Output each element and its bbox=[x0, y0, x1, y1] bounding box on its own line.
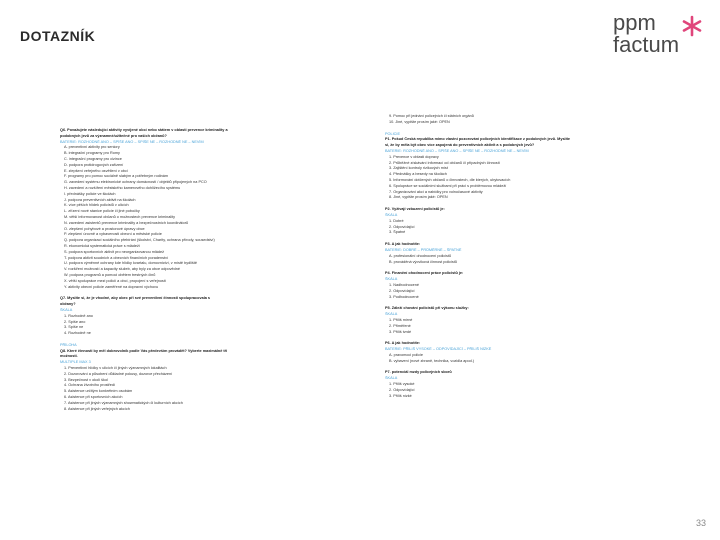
answer-option: 4. Ochrana životního prostředí bbox=[64, 383, 116, 388]
answer-option: O. zlepšení pohybové a prostorové úpravy obce bbox=[64, 226, 145, 231]
answer-option: F. programy pro pomoc sociálně slabým a potřebným rodinám bbox=[64, 174, 169, 179]
answer-option: Q. podpora organizací sociálního přebírání (školství, Charity, ochrana přírody, sousedství) bbox=[64, 238, 215, 243]
question-text: si, že by měla být obec více zapojená do preventivních aktivit a s podobných jevů? bbox=[385, 143, 535, 148]
answer-option: 1. Preventivní hlídky v ulicích či jiných významných lokalitách bbox=[64, 366, 167, 371]
scale-label: POLICIE bbox=[385, 131, 400, 136]
answer-option: Y. aktivity obecní policie zaměřené na dopravní výchovu bbox=[64, 284, 159, 289]
asterisk-logo-icon bbox=[681, 15, 703, 37]
scale-label: BATERIE: DOBRÉ – PRŮMĚRNÉ – ŠPATNÉ bbox=[385, 247, 462, 252]
answer-option: 1. Příliš mírné bbox=[389, 317, 413, 322]
answer-option: A. profesionální ohodnocení policistů bbox=[389, 253, 452, 258]
scale-label: MULTIPLE MAX 3 bbox=[60, 360, 91, 365]
answer-option: 7. Asistence při jiných významných showmatických či kulturních akcích bbox=[64, 400, 183, 405]
answer-option: 7. Organizování akcí a nabídky pro volnočasové aktivity bbox=[389, 189, 483, 194]
answer-option: 3. Spíše ne bbox=[64, 325, 84, 330]
answer-option: 1. Nadhodnocené bbox=[389, 282, 419, 287]
answer-option: J. podpora preventivních aktivit na školách bbox=[64, 197, 136, 202]
page-number: 33 bbox=[695, 518, 706, 528]
answer-option: 4. Rozhodně ne bbox=[64, 331, 91, 336]
question-text: P6. A jak hodnotíte: bbox=[385, 341, 421, 346]
question-text: občany? bbox=[60, 302, 76, 307]
answer-option: 6. Asistence při sportovních akcích bbox=[64, 395, 123, 400]
answer-option: T. podpora aktivit soudních a obecních finančních poradenství bbox=[64, 255, 169, 260]
scale-label: ŠKÁLA bbox=[60, 307, 73, 312]
answer-option: L. zřízení nové stanice policie či jiné pobočky bbox=[64, 209, 140, 214]
scale-label: ŠKÁLA bbox=[385, 212, 398, 217]
answer-option: 2. Odpovídající bbox=[389, 387, 415, 392]
answer-option: B. vybavení (nové zbraně, technika, vozidla apod.) bbox=[389, 358, 475, 363]
page-title: DOTAZNÍK bbox=[20, 28, 96, 44]
answer-option: X. větší spolupráce mezi policií a obcí, propojení s veřejností bbox=[64, 278, 166, 283]
scale-label: ŠKÁLA bbox=[385, 312, 398, 317]
scale-label: ŠKÁLA bbox=[385, 277, 398, 282]
answer-option: 8. Jiné, vypište prosím jaké: OPEN bbox=[389, 195, 448, 200]
answer-option: 8. Asistence při jiných veřejných akcích bbox=[64, 406, 130, 411]
scale-label: BATERIE: PŘÍLIŠ VYSOKÉ – ODPOVÍDAJÍCÍ – PŘÍLIŠ NÍZKÉ bbox=[385, 347, 492, 352]
answer-option: R. ekonomická systematická práce s mládeží bbox=[64, 243, 140, 248]
question-text: P5. Záleží chování policistů při výkonu služby: bbox=[385, 306, 469, 311]
answer-option: W. podpora programů a pomoci obětem trestných činů bbox=[64, 272, 156, 277]
answer-option: K. více pěších hlídek policistů v ulicích bbox=[64, 203, 129, 208]
answer-option: 2. Přiměřené bbox=[389, 323, 411, 328]
answer-option: 1. Příliš vysoké bbox=[389, 382, 415, 387]
questionnaire-left-column bbox=[60, 128, 310, 412]
question-text: Q7. Myslíte si, že je vhodné, aby obec při své preventivní činnosti spolupracovala s bbox=[60, 296, 211, 301]
answer-option: 9. Pomoc při jednání policejních či státních orgánů bbox=[389, 114, 474, 118]
answer-option: 1. Prevence v oblasti dopravy bbox=[389, 154, 439, 159]
answer-option: 2. Spíše ano bbox=[64, 319, 86, 324]
questionnaire-right-column bbox=[385, 114, 635, 399]
answer-option: 1. Rozhodně ano bbox=[64, 313, 93, 318]
answer-option: E. zlepšení veřejného osvětlení v obci bbox=[64, 168, 128, 173]
question-text: možnosti. bbox=[60, 354, 78, 359]
question-text: P7. potenciál mzdy policejních sborů bbox=[385, 370, 452, 375]
answer-option: U. podpora výměnné ochrany kde hlídky kvartalu, domovnictví, v místě bydliště bbox=[64, 261, 197, 266]
question-text: podobných jevů za významné/užitečné pro vašich občanů? bbox=[60, 133, 167, 138]
answer-option: P. zlepšení úrovně a vybavenosti obecní a městské policie bbox=[64, 232, 162, 237]
answer-option: 4. Přednášky a besedy na školách bbox=[389, 172, 447, 177]
question-text: P2. Vyžívají vzbuzení policistů je: bbox=[385, 207, 445, 212]
logo-line-1: ppm bbox=[613, 10, 656, 35]
answer-option: 3. Příliš tvrdé bbox=[389, 329, 412, 334]
answer-option: 5. Asistence určitým konkrétním osobám bbox=[64, 389, 133, 394]
answer-option: 2. Dozorování a působení důkladné pokusy, dozorce přecházení bbox=[64, 371, 173, 376]
question-text: P3. A jak hodnotíte: bbox=[385, 242, 421, 247]
answer-option: V. rozšíření možností a kapacity služeb, aby byly za obce odpovědné bbox=[64, 267, 180, 272]
scale-label: BATERIE: ROZHODNĚ ANO – SPÍŠE ANO – SPÍŠE NE – ROZHODNĚ NE – NEVÍM bbox=[60, 139, 204, 144]
answer-option: A. pravomoci policie bbox=[389, 352, 423, 357]
answer-option: 10. Jiné, vypište prosím jaké: OPEN bbox=[389, 119, 450, 124]
question-text: Q6. Považujete následující aktivity vyvíjené obcí nebo státem v oblasti prevence kriminality a bbox=[60, 128, 228, 132]
answer-option: B. prováděná výcviková činnost policistů bbox=[389, 259, 457, 264]
answer-option: N. zavedení asistentů prevence kriminality a bezpečnostních koordinátorů bbox=[64, 220, 189, 225]
answer-option: 3. Příliš nízké bbox=[389, 393, 412, 398]
scale-label: ŠKÁLA bbox=[385, 376, 398, 381]
scale-label: BATERIE: ROZHODNĚ ANO – SPÍŠE ANO – SPÍŠE NE – ROZHODNĚ NE – NEVÍM bbox=[385, 148, 529, 153]
answer-option: 5. Informování dotčených občanů o činnostech, dle kterých, ubytovacích bbox=[389, 177, 511, 182]
question-text: P4. Finanční ohodnocení práce policistů je: bbox=[385, 271, 464, 276]
scale-label: PŘÍLOHA bbox=[60, 342, 77, 347]
answer-option: B. integrační programy pro Romy bbox=[64, 151, 120, 156]
answer-option: 2. Odpovídající bbox=[389, 288, 415, 293]
question-text: Q8. Které činnosti by měl dobrovolník podle Vás především provádět? Vyberte maximálně tři bbox=[60, 348, 228, 353]
question-text: P1. Pokud Česká republika mimo vlastní pozorování policejních identifikace z podobných jevů. Myslíte bbox=[385, 137, 571, 142]
answer-option: 3. Špatné bbox=[389, 230, 406, 235]
answer-option: S. podpora sportovních aktivit pro neorganizovanou mládež bbox=[64, 249, 165, 254]
answer-option: 2. Průběžné získávání informací od občanů či případných činností bbox=[389, 160, 500, 165]
answer-option: M. větší informovanost občanů o možnostech prevence kriminality bbox=[64, 214, 176, 219]
answer-option: 3. Zajištění kontroly rizikových míst bbox=[389, 166, 448, 171]
answer-option: I. přednášky policie ve školách bbox=[64, 191, 116, 196]
answer-option: A. preventivní aktivity pro seniory bbox=[64, 145, 120, 150]
answer-option: 3. Podhodnocené bbox=[389, 294, 419, 299]
ppm-factum-logo bbox=[613, 12, 709, 64]
logo-line-2: factum bbox=[613, 32, 680, 57]
answer-option: C. integrační programy pro cizince bbox=[64, 156, 122, 161]
answer-option: 6. Spolupráce se sociálními službami při práci s problémovou mládeží bbox=[389, 183, 507, 188]
answer-option: D. podpora protidrogových zařízení bbox=[64, 162, 124, 167]
answer-option: G. zavedení systému elektronické ochrany domácností / objektů připojených na PCO bbox=[64, 180, 207, 185]
answer-option: 3. Bezpečnost v okolí škol bbox=[64, 377, 108, 382]
answer-option: 1. Dobré bbox=[389, 218, 404, 223]
answer-option: 2. Odpovídající bbox=[389, 224, 415, 229]
answer-option: H. zavedení a rozšíření městského kamerového dohlížecího systému bbox=[64, 185, 181, 190]
